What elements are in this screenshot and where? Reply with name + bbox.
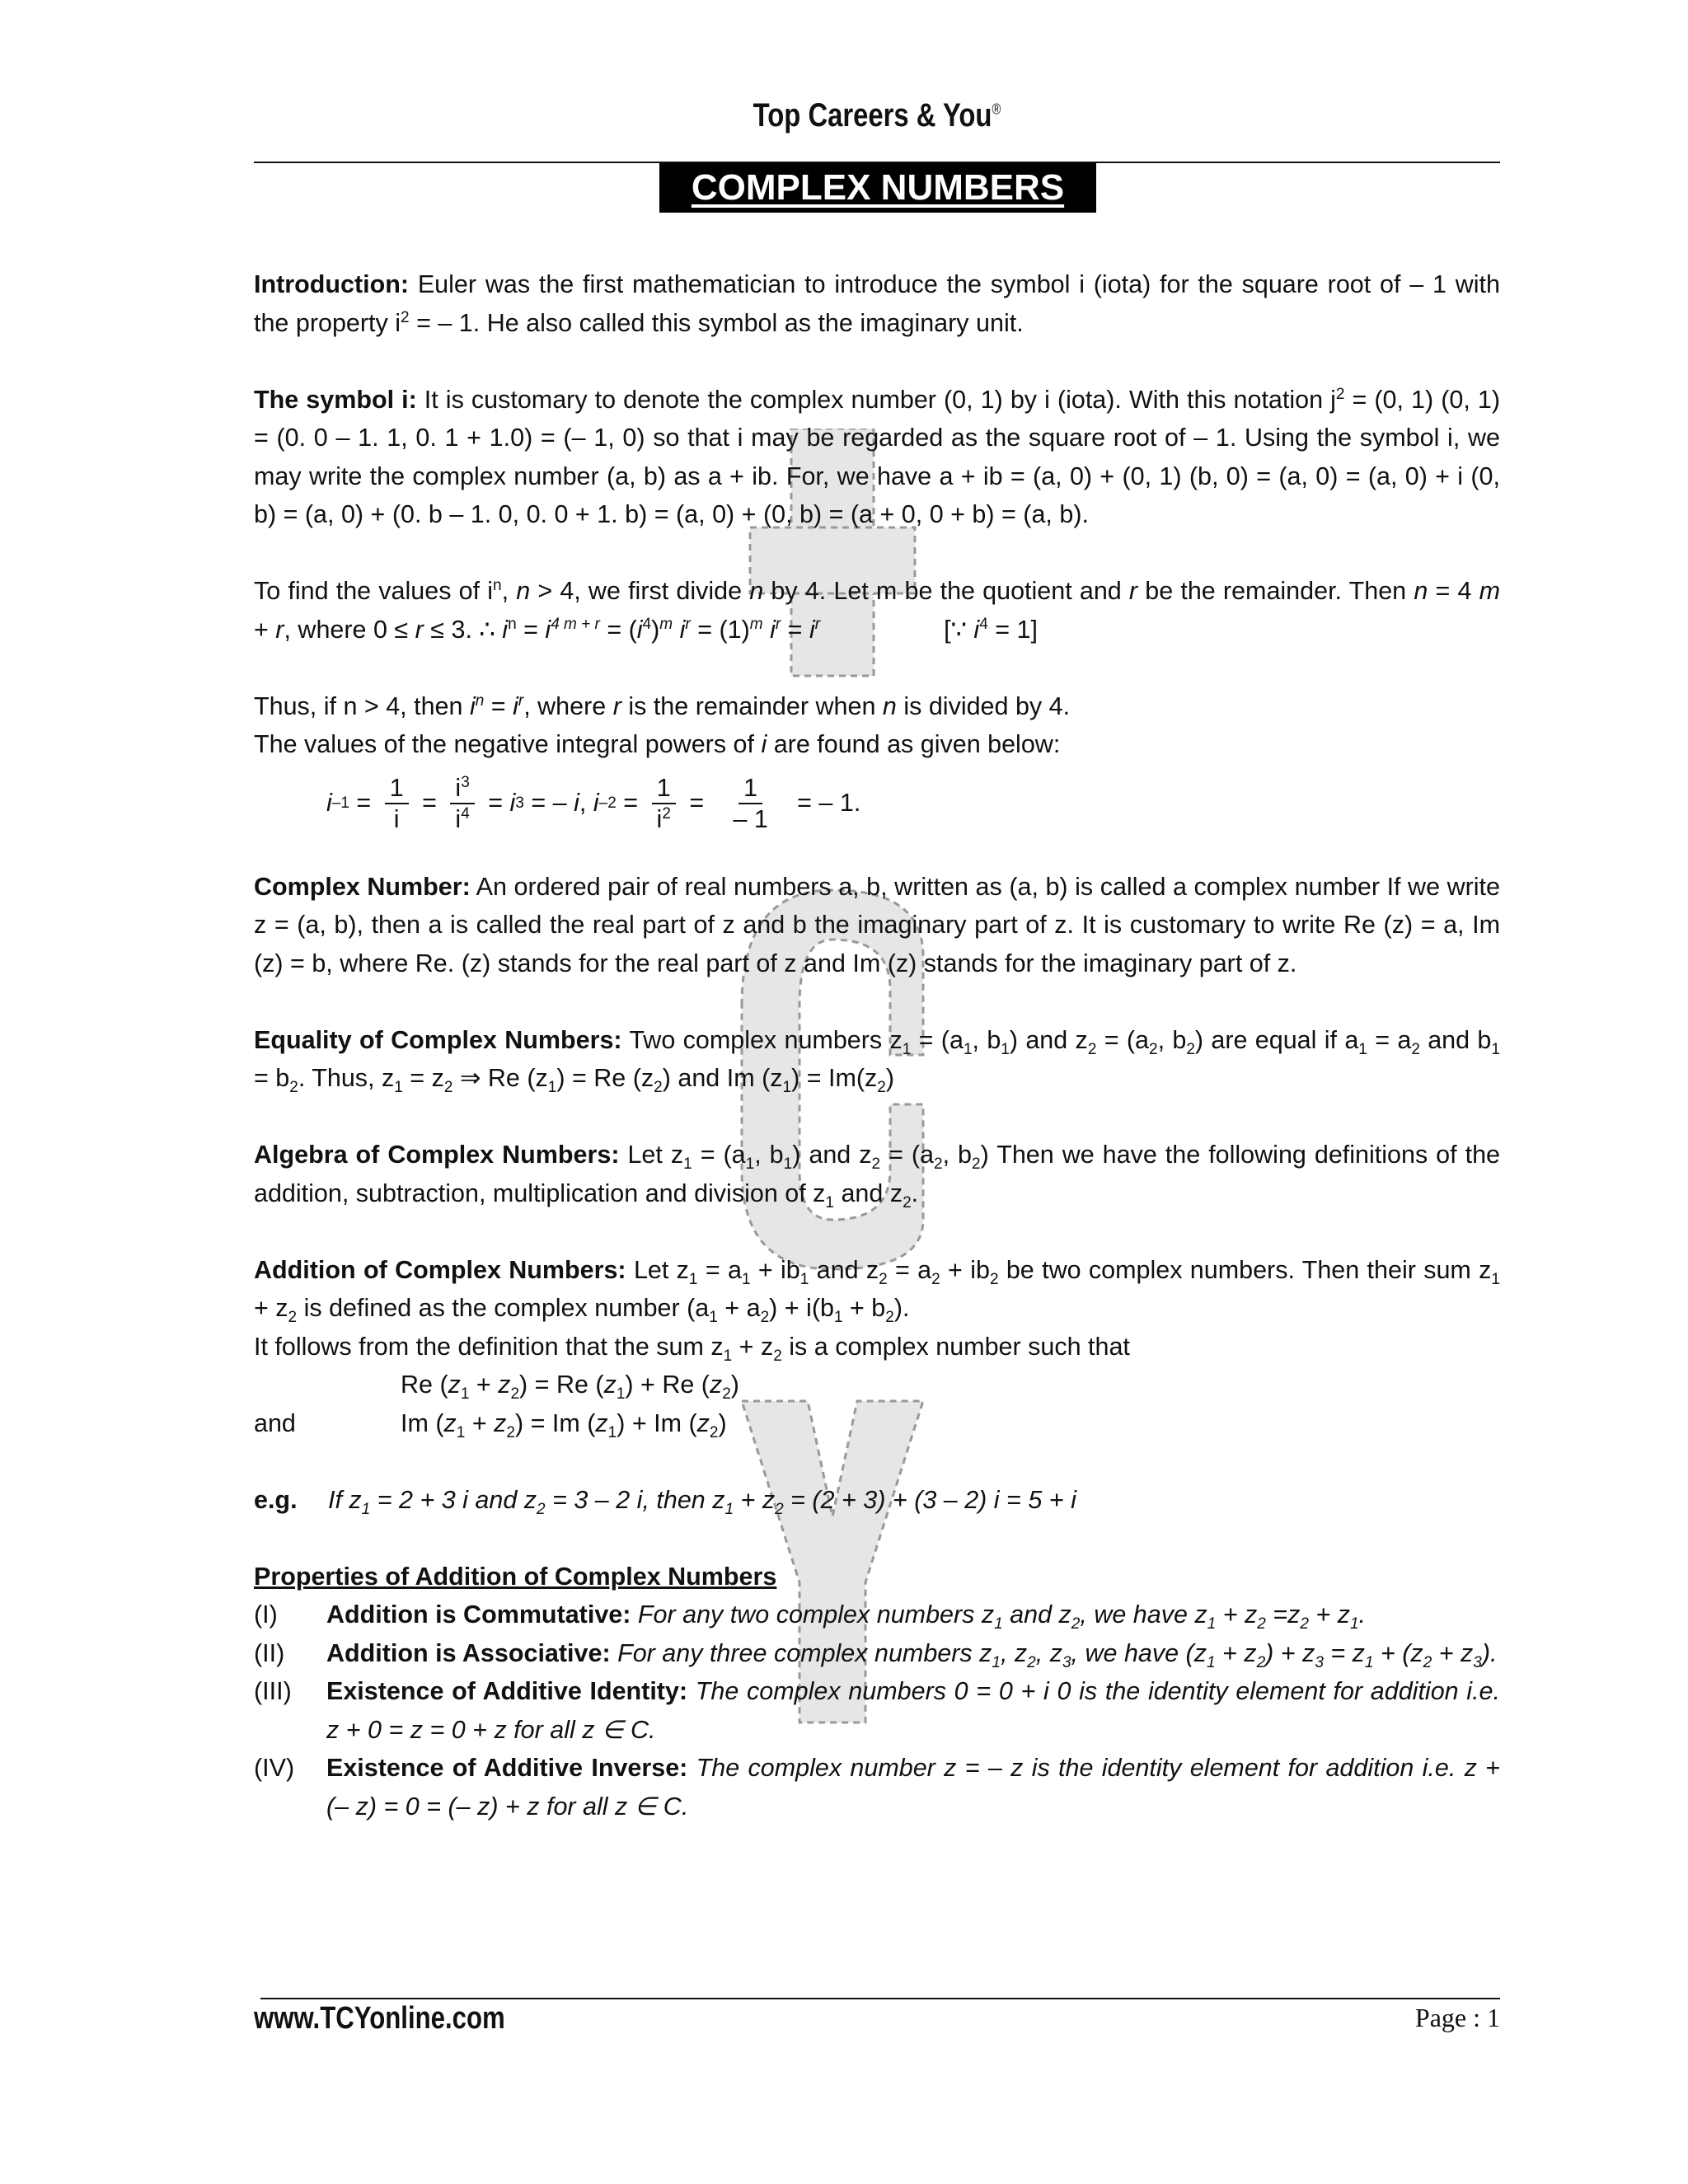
complex-number-paragraph: Complex Number: An ordered pair of real numbers a, b, written as (a, b) is called a complex number If we write z = (a, b), then a is called the real part of z and b the imaginary part of z. It is customary to write Re (z) = a, Im (z) = b, where Re. (z) stands for the real part of z and Im (z) stands for the imaginary part of z. [254,872,1500,977]
page-header [366,97,1388,134]
symbol-i-label: The symbol i: [254,385,417,414]
example-line: e.g. If $z_1 = 2 + 3$ i and $z_2 = 3 - 2$ i, then $z_1 + z_2 = (2 + 3) + (3 - 2) i = 5 + i$ [254,1485,1076,1518]
equality-paragraph: Equality of Complex Numbers: Two complex numbers $z_1 = (a_1$, $b_1$) and $z_2 = (a_2$, $b_2$) are equal if $a_1 = a_2$ and $b_1 = b_2$. Thus, $z_1 = z_2$ ⇒ Re $(z_1) = Re$ $(z_2)$ and Im $(z_1) = Im(z_2)$ [254,1025,1500,1097]
intro-paragraph: Introduction: Euler was the first mathematician to introduce the symbol i (iota) for the square root of – 1 with the property $i^2$ = – 1. He also called this symbol as the imaginary unit. [254,270,1500,337]
property-item: (II) Addition is Associative: For any three complex numbers $z_1$, $z_2$, $z_3$, we have $(z_1 + z_2) + z_3 = z_1 + (z_2 + z_3)$. [254,1638,1498,1671]
document-body [254,265,1500,1825]
im-sum-formula: and Im $(z_1 + z_2) = Im$ $(z_1) + Im$ $(z_2)$ [254,1408,727,1441]
powers-paragraph: To find the values of $i^n$, n > 4, we first divide n by 4. Let m be the quotient and r be the remainder. Then n = 4 m + r, where 0 ≤ r ≤ 3. ∴ $i^n = i^{4 m + r} = (i^4)^m$ $i^r = (1)^m$ $i^r = i^r$ [∵ $i^4 = 1$] [254,576,1500,644]
property-item: (I) Addition is Commutative: For any two complex numbers $z_1$ and $z_2$, we have $z_1 + z_2 =z_2 + z_1$. [254,1601,1367,1633]
brand-name: Top Careers & You [753,97,992,134]
footer-rule [260,1998,1500,1999]
properties-heading: Properties of Addition of Complex Numbers [254,1562,777,1591]
negative-powers-equation: i –1 = $\frac{1}{i}$ = $\frac{i^3}{i^4}$ = i 3 = – i , i –2 = $\frac{1}{i^2}$ = $\frac{1}{- 1}$ = – 1. [326,773,861,833]
property-item: (III) Existence of Additive Identity: The complex numbers 0 = 0 + i 0 is the identity element for addition i.e. z + 0 = z = 0 + z for all z ∈ C. [254,1677,1500,1744]
algebra-paragraph: Algebra of Complex Numbers: Let $z_1 = (a_1$, $b_1$) and $z_2 = (a_2$, $b_2$) Then we have the following definitions of the addition, subtraction, multiplication and division of $z_1$ and $z_2$. [254,1141,1501,1212]
symbol-i-paragraph: The symbol i: It is customary to denote the complex number (0, 1) by i (iota). With this notation $j^2 = (0$, 1) (0, 1) = (0. 0 – 1. 1, 0. 1 + 1.0) = (– 1, 0) so that i may be regarded as the square root of – 1. Using the symbol i, we may write the complex number (a, b) as a + ib. For, we have a + ib = (a, 0) + (0, 1) (b, 0) = (a, 0) = (a, 0) + i (0, b) = (a, 0) + (0. b – 1. 0, 0. 0 + 1. b) = (a, 0) + (0, b) = (a + 0, 0 + b) = (a, b). [254,385,1500,528]
registered-mark: ® [992,101,1001,118]
page-number: Page : 1 [1414,2003,1500,2032]
addition-paragraph: Addition of Complex Numbers: Let $z_1 = a_1 + ib_1$ and $z_2 = a_2 + ib_2$ be two complex numbers. Then their sum $z_1 + z_2$ is defined as the complex number $(a_1 + a_2) + i(b_1 + b_2)$. [254,1255,1500,1327]
intro-label: Introduction: [254,270,410,298]
equality-label: Equality of Complex Numbers: [254,1025,622,1054]
property-item: (IV) Existence of Additive Inverse: The complex number z = – z is the identity element for addition i.e. z + (– z) = 0 = (– z) + z for all z ∈ C. [254,1754,1500,1821]
addition-follows: It follows from the definition that the sum $z_1 + z_2$ is a complex number such that [254,1332,1130,1365]
negative-powers-paragraph: The values of the negative integral powers of i are found as given below: [254,730,1061,758]
complex-number-label: Complex Number: [254,872,471,901]
page-title: COMPLEX NUMBERS [659,163,1096,213]
addition-label: Addition of Complex Numbers: [254,1255,626,1284]
footer-site-link[interactable]: www.TCYonline.com [254,2001,505,2036]
thus-paragraph: Thus, if n > 4, then $i^n = i^r$, where r is the remainder when n is divided by 4. [254,691,1071,720]
algebra-label: Algebra of Complex Numbers: [254,1141,620,1169]
re-sum-formula: Re $(z_1 + z_2) = Re$ $(z_1) + Re$ $(z_2)$ [401,1371,739,1404]
